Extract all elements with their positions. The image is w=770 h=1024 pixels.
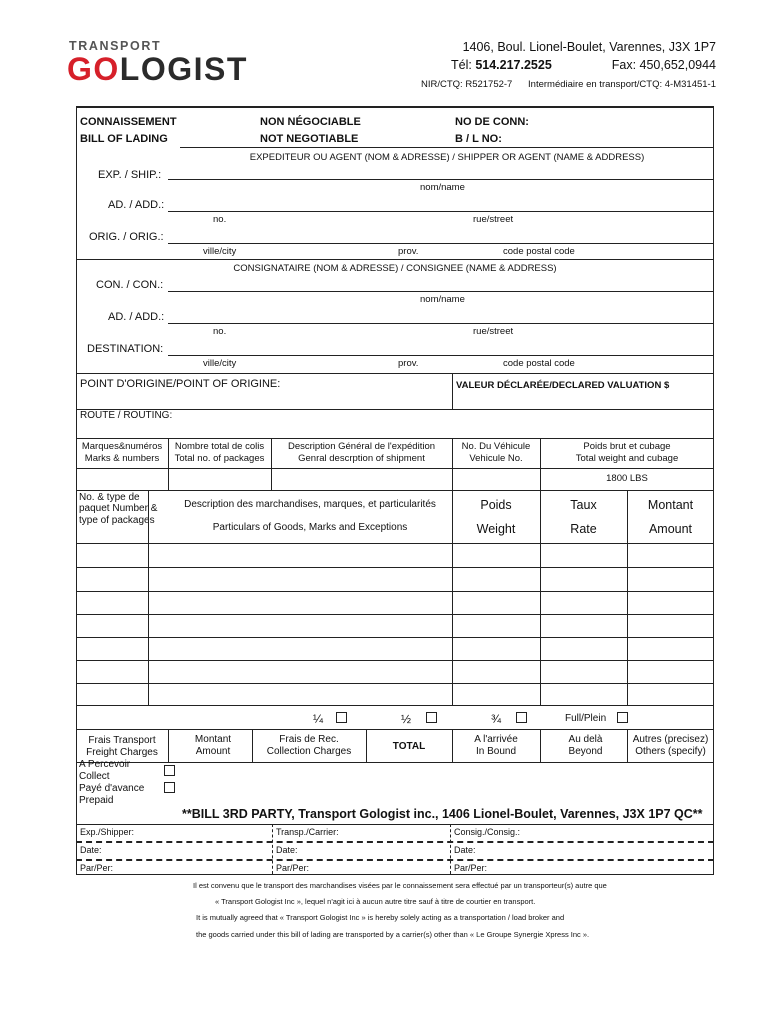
logo-logist: LOGIST: [119, 51, 248, 87]
hint-ville: ville/city: [203, 246, 237, 257]
consignee-name-field[interactable]: [168, 291, 714, 292]
divider: [76, 373, 714, 374]
vehicle-no-header: Vehicule No.: [469, 453, 523, 464]
orig-label: ORIG. / ORIG.:: [89, 231, 164, 243]
sig-shipper-label[interactable]: Exp./Shipper:: [80, 827, 135, 837]
divider: [180, 147, 714, 148]
others-specify: Others (specify): [635, 746, 706, 757]
in-bound: In Bound: [475, 746, 517, 757]
divider: [76, 438, 714, 439]
title-connaissement: CONNAISSEMENT: [80, 116, 177, 128]
hint-rue: rue/street: [473, 214, 514, 225]
frais-rec: Frais de Rec.: [279, 734, 339, 745]
poids-col-header: Poids: [480, 498, 512, 512]
total-weight-value[interactable]: 1800 LBS: [606, 473, 648, 484]
beyond: Beyond: [568, 746, 603, 757]
amount-col-header: Amount: [648, 522, 693, 536]
divider: [76, 468, 714, 469]
hint-code: code postal code: [503, 358, 575, 369]
footer-line-3: It is mutually agreed that « Transport Gologist Inc » is hereby solely acting as a transportation / load broker and: [196, 913, 565, 922]
company-logo: [67, 53, 248, 85]
autres-precisez: Autres (precisez): [632, 734, 709, 745]
goods-row[interactable]: [76, 660, 714, 661]
prepaid: Prepaid: [79, 795, 114, 806]
fill-half-label: ½: [401, 712, 412, 726]
a-larrivee: A l'arrivée: [474, 734, 518, 745]
goods-desc-en-header: Particulars of Goods, Marks and Exceptions: [212, 522, 408, 533]
collect: Collect: [79, 771, 110, 782]
consignee-section-title: CONSIGNATAIRE (NOM & ADRESSE) / CONSIGNEE (NAME & ADDRESS): [233, 263, 557, 274]
destination-label: DESTINATION:: [87, 343, 164, 355]
logo-transport-text: TRANSPORT: [69, 39, 162, 53]
vehicule-header: No. Du Véhicule: [461, 441, 531, 452]
fill-full-label: Full/Plein: [565, 713, 607, 724]
divider: [76, 705, 714, 706]
packages-header: Total no. of packages: [174, 453, 265, 464]
tel-label: Tél:: [451, 58, 472, 72]
date-consignee-label[interactable]: Date:: [454, 845, 476, 855]
goods-row[interactable]: [76, 591, 714, 592]
divider: [76, 841, 714, 843]
nir-ctq: NIR/CTQ: R521752-7: [421, 79, 513, 90]
goods-row[interactable]: [76, 567, 714, 568]
intermediaire-ctq: Intermédiaire en transport/CTQ: 4-M31451-1: [528, 79, 716, 90]
au-dela: Au delà: [568, 734, 603, 745]
collection-charges: Collection Charges: [266, 746, 352, 757]
exp-ship-label: EXP. / SHIP.:: [98, 169, 162, 181]
montant-col-header: Montant: [647, 498, 694, 512]
divider: [76, 762, 714, 763]
divider: [76, 490, 714, 491]
hint-no: no.: [213, 214, 227, 225]
package-type-header: No. & type de paquet Number & type of packages: [79, 492, 158, 526]
weight-col-header: Weight: [476, 522, 516, 536]
frais-transport: Frais Transport: [88, 735, 156, 746]
fill-three-quarter-label: ¾: [491, 712, 502, 726]
hint-code: code postal code: [503, 246, 575, 257]
ad-add-label: AD. / ADD.:: [108, 311, 165, 323]
point-origine-label[interactable]: POINT D'ORIGINE/POINT OF ORIGINE:: [80, 378, 281, 390]
goods-row[interactable]: [76, 637, 714, 638]
no-de-conn-label: NO DE CONN:: [455, 116, 529, 128]
poids-header: Poids brut et cubage: [583, 441, 671, 452]
divider: [76, 259, 714, 260]
par-carrier-label[interactable]: Par/Per:: [276, 863, 310, 873]
date-carrier-label[interactable]: Date:: [276, 845, 298, 855]
bill-third-party: **BILL 3RD PARTY, Transport Gologist inc., 1406 Lionel-Boulet, Varennes, J3X 1P7 QC**: [182, 807, 703, 821]
shipper-address-field[interactable]: [168, 211, 714, 212]
goods-row[interactable]: [76, 543, 714, 544]
divider: [76, 729, 714, 730]
divider: [452, 373, 453, 409]
non-negociable: NON NÉGOCIABLE: [260, 116, 361, 128]
charges-total: TOTAL: [392, 741, 426, 752]
goods-row[interactable]: [76, 683, 714, 684]
par-shipper-label[interactable]: Par/Per:: [80, 863, 114, 873]
marques-header: Marques&numéros: [81, 441, 163, 452]
nombre-header: Nombre total de colis: [174, 441, 265, 452]
goods-desc-fr-header: Description des marchandises, marques, et particularités: [184, 499, 436, 510]
hint-no: no.: [213, 326, 227, 337]
divider: [76, 824, 714, 825]
shipment-header: Genral descrption of shipment: [298, 453, 425, 464]
taux-col-header: Taux: [570, 498, 597, 512]
hint-rue: rue/street: [473, 326, 514, 337]
charges-amount: Amount: [195, 746, 231, 757]
footer-line-1: Il est convenu que le transport des marchandises visées par le connaissement sera effectué par un transporteur(s) autre que: [193, 881, 607, 890]
fill-half-checkbox[interactable]: [426, 712, 437, 723]
weight-header: Total weight and cubage: [575, 453, 679, 464]
phone-line: [451, 59, 552, 72]
charges-montant: Montant: [194, 734, 232, 745]
fax-number: Fax: 450,652,0944: [611, 58, 716, 72]
hint-nom: nom/name: [420, 182, 465, 193]
hint-prov: prov.: [398, 246, 419, 257]
logo-go: GO: [67, 51, 120, 87]
freight-charges: Freight Charges: [86, 747, 158, 758]
tel-value: 514.217.2525: [475, 58, 552, 72]
goods-row[interactable]: [76, 614, 714, 615]
fill-three-quarter-checkbox[interactable]: [516, 712, 527, 723]
hint-nom: nom/name: [420, 294, 465, 305]
date-shipper-label[interactable]: Date:: [80, 845, 102, 855]
description-header: Description Général de l'expédition: [287, 441, 436, 452]
footer-line-4: the goods carried under this bill of lading are transported by a carrier(s) other than « Le Groupe Synergie Xpress Inc ».: [196, 930, 590, 939]
consignee-address-field[interactable]: [168, 323, 714, 324]
par-consignee-label[interactable]: Par/Per:: [454, 863, 488, 873]
sig-carrier-label[interactable]: Transp./Carrier:: [276, 827, 339, 837]
paye-davance: Payé d'avance: [79, 783, 145, 794]
ad-add-label: AD. / ADD.:: [108, 199, 165, 211]
rate-col-header: Rate: [570, 522, 597, 536]
shipper-name-field[interactable]: [168, 179, 714, 180]
not-negotiable: NOT NEGOTIABLE: [260, 133, 359, 145]
prepaid-checkbox[interactable]: [164, 782, 175, 793]
company-address: 1406, Boul. Lionel-Boulet, Varennes, J3X 1P7: [462, 40, 716, 54]
sig-consignee-label[interactable]: Consig./Consig.:: [454, 827, 521, 837]
hint-prov: prov.: [398, 358, 419, 369]
con-label: CON. / CON.:: [96, 279, 164, 291]
hint-ville: ville/city: [203, 358, 237, 369]
bl-no-label: B / L NO:: [455, 133, 502, 145]
title-bill-of-lading: BILL OF LADING: [80, 133, 168, 145]
declared-valuation-label[interactable]: VALEUR DÉCLARÉE/DECLARED VALUATION $: [456, 380, 670, 391]
destination-field[interactable]: [168, 355, 714, 356]
marks-header: Marks & numbers: [84, 453, 160, 464]
a-percevoir: A Percevoir: [79, 759, 131, 770]
shipper-city-field[interactable]: [168, 243, 714, 244]
fill-full-checkbox[interactable]: [617, 712, 628, 723]
collect-checkbox[interactable]: [164, 765, 175, 776]
divider: [76, 859, 714, 861]
fill-quarter-checkbox[interactable]: [336, 712, 347, 723]
footer-line-2: « Transport Gologist Inc », lequel n'agit ici à aucun autre titre sauf à titre de courtier en transport.: [215, 897, 536, 906]
routing-label[interactable]: ROUTE / ROUTING:: [80, 410, 173, 421]
fill-quarter-label: ¼: [313, 712, 324, 726]
shipper-section-title: EXPEDITEUR OU AGENT (NOM & ADRESSE) / SHIPPER OR AGENT (NAME & ADDRESS): [249, 152, 645, 163]
